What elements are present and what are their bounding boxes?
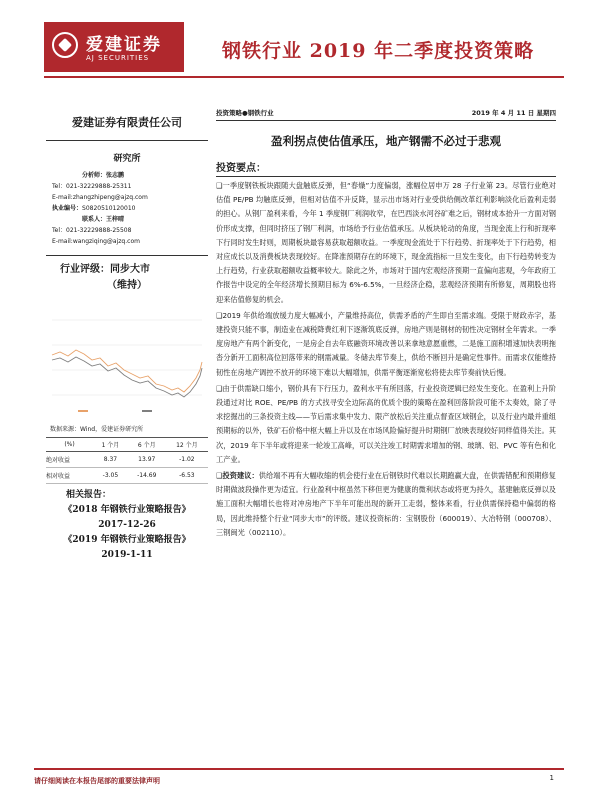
contact-email[interactable]: E-mail:wangziqing@ajzq.com	[52, 238, 140, 245]
report-meta	[216, 108, 556, 121]
table-cell: 相对收益	[46, 468, 93, 484]
footer-divider	[34, 768, 564, 770]
performance-table	[46, 437, 208, 484]
series-line-index	[52, 350, 202, 392]
table-cell: 8.37	[93, 452, 128, 468]
rating-title: 行业评级：同步大市	[60, 264, 150, 275]
logo-english-text: AJ SECURITIES	[86, 54, 150, 62]
investment-advice-text: 供给端不再有大幅收缩的机会使行业在后钢铁时代难以长期跑赢大盘，在供需错配和预期修复时期做波段操作更为适宜。行业盈利中枢虽然下移但更为健康的微利状态或将更为持久，基建触底反弹以及施工面积大幅增长也将对冲房地产下半年可能出现的新开工走弱，整体来看，行业供需保持稳中偏弱的格局，因此维持整个行业“同步大市”的评级。建议投资标的：宝钢股份（600019）、大冶特钢（000708）、三钢闽光（002110）。	[216, 471, 556, 537]
company-logo	[44, 22, 184, 72]
chart-source: 数据来源：Wind，爱建证券研究所	[50, 426, 144, 433]
license-number: S0820510120010	[82, 205, 136, 212]
rating-subtitle: （维持）	[107, 280, 147, 291]
related-report-date: 2019-1-11	[101, 550, 153, 560]
table-cell: 绝对收益	[46, 452, 93, 468]
contact-label: 联系人：	[82, 216, 107, 223]
table-header-cell: 6 个月	[128, 438, 166, 452]
key-points-heading: 投资要点：	[216, 159, 556, 177]
header-divider	[44, 76, 564, 78]
table-cell: -1.02	[166, 452, 208, 468]
table-row	[46, 468, 208, 484]
table-row	[46, 452, 208, 468]
related-reports	[46, 488, 208, 563]
table-cell: -3.05	[93, 468, 128, 484]
main-content	[216, 104, 556, 540]
contact-name: 王梓晴	[106, 216, 125, 223]
contact-tel: Tel：021-32229888-25508	[52, 227, 132, 234]
company-name: 爱建证券有限责任公司	[46, 114, 208, 141]
sidebar	[46, 104, 208, 563]
table-header-cell: (%)	[46, 438, 93, 452]
investment-advice-paragraph	[216, 469, 556, 540]
contact-info	[46, 170, 208, 247]
department-label: 研究所	[113, 154, 141, 164]
table-cell: -6.53	[166, 468, 208, 484]
page-number: 1	[549, 774, 554, 782]
legend-swatch-steel	[142, 410, 152, 412]
price-chart-svg	[46, 300, 208, 422]
analyst-line	[52, 170, 208, 181]
license-line	[52, 203, 208, 214]
legend-swatch-index	[78, 410, 88, 412]
chart-legend	[78, 410, 152, 412]
logo-chinese-text: 爱建证券	[86, 35, 162, 55]
contact-line	[52, 214, 208, 225]
key-point-paragraph: ❑一季度钢铁板块跟随大盘触底反弹，但“春燥”力度偏弱，涨幅位居申万 28 子行业第 23。尽管行业绝对估值 PE/PB 均触底反弹，但相对估值不升反降，显示出市场对行业受供给侧改革红利影响淡化后盈利走弱的担心。从钢厂盈利来看，今年 1 季度钢厂利润收窄，在巴西淡水河谷矿难之后，钢材成本抬升一方面对钢价形成支撑，但同时挤压了钢厂利润，市场给予行业估值承压。从板块轮动的角度，当现金流上行和折现率下行同时发生时则，周期板块最容易获取超额收益。一季度现金流处于下行趋势、折现率处于下行趋势，相对应成长以及消费板块表现较好。在降准预期存在的环境下，现金流指标一旦发生变化，由下行趋势转变为上行趋势，行业获取超额收益概率较大。除此之外，市场对于国内宏观经济预期一直偏向悲观，今年政府工作报告中设定的全年经济增长预期目标为 6%-6.5%，一旦经济企稳，悲观经济预期有所修复，周期股也将迎来估值修复的机会。	[216, 181, 556, 304]
analyst-tel: Tel：021-32229888-25311	[52, 183, 132, 190]
legal-disclaimer-note[interactable]: 请仔细阅读在本报告尾部的重要法律声明	[34, 777, 160, 785]
table-header-cell: 1 个月	[93, 438, 128, 452]
analyst-email[interactable]: E-mail:zhangzhipeng@ajzq.com	[52, 194, 148, 201]
page-header-title: 钢铁行业 2019 年二季度投资策略	[222, 40, 535, 62]
price-chart	[46, 300, 208, 422]
series-line-steel	[52, 357, 202, 397]
report-title: 盈利拐点使估值承压，地产钢需不必过于悲观	[271, 134, 501, 148]
table-cell: -14.69	[128, 468, 166, 484]
logo-emblem-icon	[52, 32, 78, 58]
license-label: 执业编号：	[52, 205, 83, 212]
key-point-paragraph: ❑2019 年供给端放缓力度大幅减小，产量维持高位，供需矛盾的产生即自至需求端。受限于财政赤字，基建投资只能不事，制造业在减税降费红利下逐渐筑底反弹，房地产则是钢材的韧性决定钢材全年需求。一季度房地产有两个新变化，一是房企自去年底融资环境改善以来拿地意愿重燃，二是施工面积增速加快表明拖沓分新开工面积高位回落带来的钢需减量。冬储去库节奏上，供给不断回升是确定性事件。而需求仅能维持韧性在房地产调控不放开的环境下难以大幅增加，供需平衡逐渐宽松将使去库节奏前快后慢。	[216, 310, 556, 377]
table-cell: 13.97	[128, 452, 166, 468]
report-date: 2019 年 4 月 11 日 星期四	[471, 109, 556, 117]
key-point-paragraph: ❑由于供需缺口缩小，钢价具有下行压力，盈利水平有所回落，行业投资逻辑已经发生变化。在盈利上升阶段通过对比 ROE、PE/PB 的方式找寻安全边际高的优质个股的策略在盈利回落阶段可能不太奏效，除了寻求挖掘出的三条投资主线——节后需求集中发力、限产放松后关注重点督查区域钢企，以及行业内最并重组预期标的以外，铁矿石价格中枢大幅上升以及在市场风险偏好提升时期钢厂放映表现较好同样值得关注。其次，2019 年下半年或将迎来一轮竣工高峰，可以关注竣工时期需求增加的钢、玻璃、铝、PVC 等有色和化工产业。	[216, 383, 556, 464]
report-category: 投资策略●钢铁行业	[216, 109, 274, 117]
table-header-row	[46, 438, 208, 452]
investment-advice-label: ❑投资建议：	[216, 471, 259, 481]
related-reports-heading: 相关报告：	[66, 490, 112, 500]
analyst-name: 张志鹏	[106, 172, 125, 179]
related-report-date: 2017-12-26	[98, 520, 156, 530]
related-report-title[interactable]: 《2018 年钢铁行业策略报告》	[63, 505, 191, 515]
table-header-cell: 12 个月	[166, 438, 208, 452]
industry-rating	[46, 255, 208, 294]
related-report-title[interactable]: 《2019 年钢铁行业策略报告》	[63, 535, 191, 545]
analyst-label: 分析师：	[82, 172, 107, 179]
